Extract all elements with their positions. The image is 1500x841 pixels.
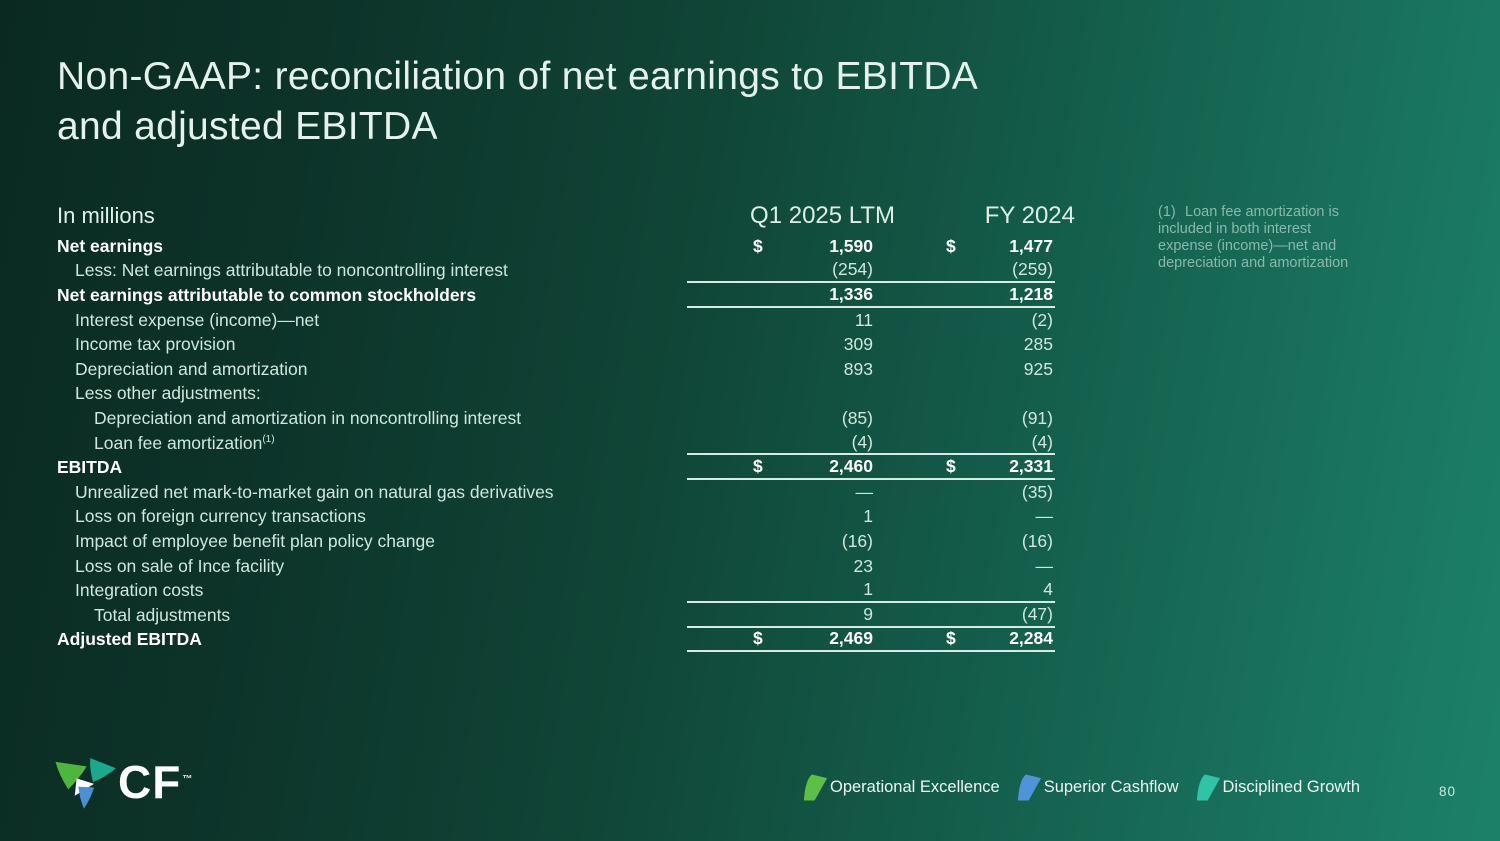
table-row xyxy=(57,554,1077,579)
cell-value: (35) xyxy=(1021,481,1053,502)
slide-title xyxy=(57,52,978,151)
row-label xyxy=(57,285,687,306)
table-row xyxy=(57,406,1077,431)
page-number: 80 xyxy=(1439,784,1457,799)
value-cell-q1 xyxy=(687,456,875,477)
footer-item-superior-cashflow xyxy=(1017,772,1179,803)
row-label-text: Integration costs xyxy=(75,580,204,601)
row-label xyxy=(57,383,687,404)
value-cell-fy xyxy=(875,604,1055,625)
cell-value: 2,460 xyxy=(829,456,873,477)
dollar-sign: $ xyxy=(753,235,763,256)
value-cell-q1 xyxy=(687,579,875,600)
row-label xyxy=(57,310,687,331)
value-cell-q1 xyxy=(687,556,875,577)
value-cell-fy xyxy=(875,432,1055,453)
footnote-line: depreciation and amortization xyxy=(1158,255,1349,272)
dollar-sign: $ xyxy=(946,235,956,256)
footer-item-operational-excellence xyxy=(803,772,1000,803)
table-header-row xyxy=(57,198,1077,234)
row-label-text: Total adjustments xyxy=(94,604,231,625)
cell-value: 4 xyxy=(1043,579,1053,600)
row-label-text: Adjusted EBITDA xyxy=(57,629,202,650)
table-row xyxy=(57,529,1077,554)
value-cell-q1 xyxy=(687,284,875,305)
row-values xyxy=(687,259,1055,284)
row-label xyxy=(57,408,687,429)
trademark-symbol: ™ xyxy=(182,773,194,785)
table-row xyxy=(57,357,1077,382)
row-label xyxy=(57,359,687,380)
leaf-icon xyxy=(1017,772,1042,803)
cell-value: 309 xyxy=(843,334,873,355)
row-values xyxy=(687,529,1055,554)
row-label xyxy=(57,433,687,454)
table-row xyxy=(57,431,1077,456)
value-cell-q1 xyxy=(687,506,875,527)
footnote-line xyxy=(1158,204,1390,221)
row-label xyxy=(57,482,687,503)
row-label xyxy=(57,236,687,257)
row-label-text: Loss on foreign currency transactions xyxy=(75,506,366,527)
row-label xyxy=(57,629,687,650)
row-label-text: Depreciation and amortization xyxy=(75,358,308,379)
row-label-text: Income tax provision xyxy=(75,334,236,355)
cf-logo-text: CF™ xyxy=(118,756,194,808)
value-cell-q1 xyxy=(687,408,875,429)
value-cell-fy xyxy=(875,284,1055,305)
value-cell-fy xyxy=(875,628,1055,649)
table-row xyxy=(57,259,1077,284)
row-label xyxy=(57,580,687,601)
footer-taglines xyxy=(803,772,1360,803)
row-label xyxy=(57,334,687,355)
value-cell-q1 xyxy=(687,432,875,453)
row-values xyxy=(687,283,1055,308)
value-cell-fy xyxy=(875,334,1055,355)
value-cell-q1 xyxy=(687,482,875,503)
cf-logo xyxy=(50,750,193,814)
cell-value: (47) xyxy=(1021,603,1053,624)
row-values xyxy=(687,603,1055,628)
row-values xyxy=(687,308,1055,333)
cell-value: (2) xyxy=(1031,309,1053,330)
cell-value: 1 xyxy=(863,579,873,600)
row-label-text: Impact of employee benefit plan policy change xyxy=(75,530,435,551)
cell-value: 2,331 xyxy=(1009,456,1053,477)
cell-value: — xyxy=(1035,506,1053,527)
footer-label: Operational Excellence xyxy=(830,778,1000,796)
cell-value: — xyxy=(1035,555,1053,576)
table-row xyxy=(57,505,1077,530)
value-cell-fy xyxy=(875,236,1055,257)
row-values xyxy=(687,505,1055,530)
cell-value: (259) xyxy=(1012,259,1053,280)
value-cell-q1 xyxy=(687,604,875,625)
cell-value: 2,284 xyxy=(1009,628,1053,649)
row-label-text: Less: Net earnings attributable to noncontrolling interest xyxy=(75,260,508,281)
reconciliation-table xyxy=(57,198,1077,652)
row-label-text: Depreciation and amortization in noncontrolling interest xyxy=(94,407,522,428)
row-label-text: Interest expense (income)—net xyxy=(75,309,320,330)
row-values xyxy=(687,628,1055,653)
table-body xyxy=(57,234,1077,652)
title-line-1: Non-GAAP: reconciliation of net earnings to EBITDA xyxy=(57,55,979,98)
value-cell-fy xyxy=(875,259,1055,280)
row-values xyxy=(687,431,1055,456)
cell-value: 1,336 xyxy=(829,283,873,304)
column-header-fy-2024: FY 2024 xyxy=(984,202,1075,229)
table-row xyxy=(57,455,1077,480)
cell-value: 1 xyxy=(863,506,873,527)
row-values xyxy=(687,578,1055,603)
cell-value: (16) xyxy=(1021,530,1053,551)
value-cell-fy xyxy=(875,359,1055,380)
table-row xyxy=(57,332,1077,357)
column-header-q1-2025-ltm: Q1 2025 LTM xyxy=(750,202,895,229)
table-row xyxy=(57,308,1077,333)
value-cell-fy xyxy=(875,310,1055,331)
footnote-line: expense (income)—net and xyxy=(1158,238,1337,255)
value-cell-q1 xyxy=(687,359,875,380)
footer-label: Superior Cashflow xyxy=(1043,778,1179,796)
cell-value: (4) xyxy=(1031,431,1053,452)
value-cell-q1 xyxy=(687,259,875,280)
row-label xyxy=(57,605,687,626)
row-label-text: EBITDA xyxy=(57,457,123,478)
table-row xyxy=(57,283,1077,308)
cell-value: 285 xyxy=(1023,334,1053,355)
table-row xyxy=(57,578,1077,603)
row-values xyxy=(687,382,1055,407)
cell-value: 1,590 xyxy=(829,235,873,256)
footnote xyxy=(1158,204,1390,272)
value-cell-q1 xyxy=(687,531,875,552)
cell-value: 9 xyxy=(863,603,873,624)
row-values xyxy=(687,554,1055,579)
row-label-text: Less other adjustments: xyxy=(75,383,261,404)
row-values xyxy=(687,357,1055,382)
row-label-text: Net earnings xyxy=(57,235,163,256)
value-cell-fy xyxy=(875,482,1055,503)
footnote-marker: (1) xyxy=(1158,204,1176,220)
footnote-text: Loan fee amortization is xyxy=(1185,204,1339,220)
cell-value: — xyxy=(855,481,873,502)
row-values xyxy=(687,332,1055,357)
cell-value: (16) xyxy=(841,530,873,551)
cell-value: 893 xyxy=(843,358,873,379)
table-row xyxy=(57,480,1077,505)
value-cell-fy xyxy=(875,531,1055,552)
row-label xyxy=(57,531,687,552)
row-values xyxy=(687,406,1055,431)
row-label-text: Net earnings attributable to common stockholders xyxy=(57,284,477,305)
row-label xyxy=(57,260,687,281)
dollar-sign: $ xyxy=(753,456,763,477)
value-cell-fy xyxy=(875,556,1055,577)
cell-value: (254) xyxy=(832,259,873,280)
row-label xyxy=(57,506,687,527)
value-cell-fy xyxy=(875,408,1055,429)
table-row xyxy=(57,382,1077,407)
row-values xyxy=(687,480,1055,505)
cell-value: 2,469 xyxy=(829,628,873,649)
value-cell-q1 xyxy=(687,236,875,257)
value-cell-fy xyxy=(875,506,1055,527)
value-cell-q1 xyxy=(687,310,875,331)
row-label-text: Unrealized net mark-to-market gain on natural gas derivatives xyxy=(75,481,554,502)
value-cell-q1 xyxy=(687,628,875,649)
cell-value: 1,218 xyxy=(1009,283,1053,304)
row-label-text: Loan fee amortization xyxy=(94,432,263,453)
footer-label: Disciplined Growth xyxy=(1222,778,1361,796)
dollar-sign: $ xyxy=(946,456,956,477)
footer-item-disciplined-growth xyxy=(1196,772,1361,803)
value-cell-q1 xyxy=(687,334,875,355)
dollar-sign: $ xyxy=(946,628,956,649)
value-cell-fy xyxy=(875,579,1055,600)
cell-value: (85) xyxy=(841,407,873,428)
cf-pinwheel-icon xyxy=(50,750,116,814)
row-values xyxy=(687,455,1055,480)
footnote-reference: (1) xyxy=(262,433,275,445)
cell-value: 23 xyxy=(853,555,873,576)
row-label xyxy=(57,556,687,577)
cell-value: (91) xyxy=(1021,407,1053,428)
value-cell-fy xyxy=(875,456,1055,477)
cell-value: (4) xyxy=(851,431,873,452)
table-row xyxy=(57,234,1077,259)
cell-value: 1,477 xyxy=(1009,235,1053,256)
table-row xyxy=(57,628,1077,653)
dollar-sign: $ xyxy=(753,628,763,649)
row-label xyxy=(57,457,687,478)
unit-label: In millions xyxy=(57,203,155,228)
title-line-2: and adjusted EBITDA xyxy=(57,104,438,148)
footnote-line: included in both interest xyxy=(1158,221,1312,238)
leaf-icon xyxy=(803,772,828,803)
leaf-icon xyxy=(1196,772,1221,803)
cell-value: 11 xyxy=(854,309,873,330)
row-values xyxy=(687,234,1055,259)
row-label-text: Loss on sale of Ince facility xyxy=(75,555,285,576)
table-row xyxy=(57,603,1077,628)
cell-value: 925 xyxy=(1023,358,1053,379)
column-headers xyxy=(709,198,1077,234)
